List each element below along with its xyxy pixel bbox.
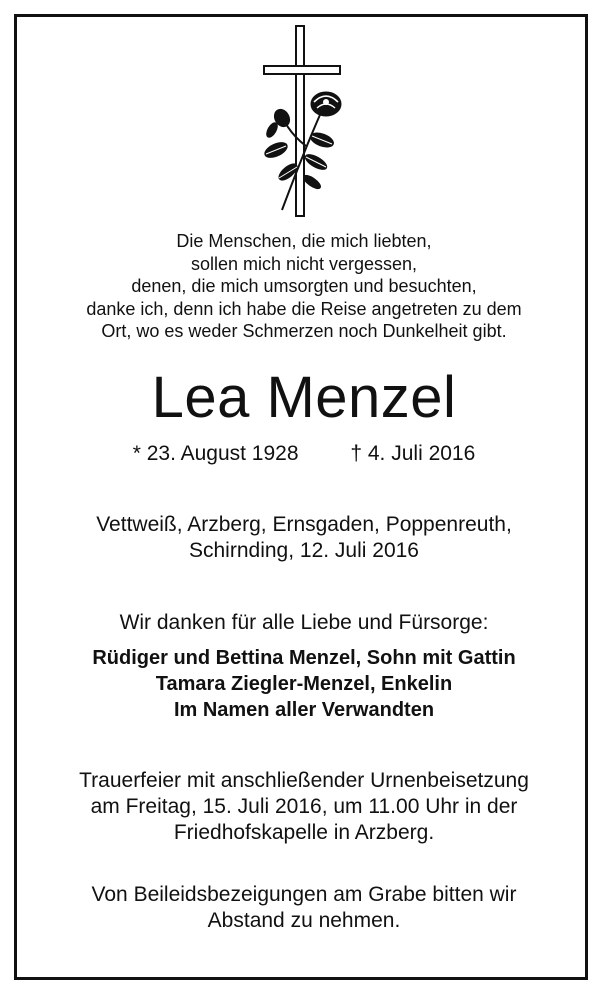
memorial-poem bbox=[20, 230, 588, 343]
service-line: Trauerfeier mit anschließender Urnenbeisetzung bbox=[79, 769, 529, 792]
life-dates bbox=[20, 441, 588, 467]
service-line: Friedhofskapelle in Arzberg. bbox=[173, 821, 435, 844]
mourner-line: Rüdiger und Bettina Menzel, Sohn mit Gattin bbox=[92, 647, 516, 669]
request-line: Abstand zu nehmen. bbox=[207, 909, 401, 932]
poem-line: danke ich, denn ich habe die Reise angetreten zu dem bbox=[86, 298, 522, 319]
poem-line: denen, die mich umsorgten und besuchten, bbox=[131, 276, 477, 296]
poem-line: Ort, wo es weder Schmerzen noch Dunkelheit gibt. bbox=[101, 321, 507, 341]
thanks-line: Wir danken für alle Liebe und Fürsorge: bbox=[119, 611, 489, 634]
condolence-request bbox=[20, 882, 588, 934]
death-date: † 4. Juli 2016 bbox=[350, 442, 476, 465]
request-line: Von Beileidsbezeigungen am Grabe bitten wir bbox=[91, 883, 517, 906]
place-line: Schirnding, 12. Juli 2016 bbox=[189, 539, 419, 562]
birth-date: * 23. August 1928 bbox=[132, 442, 299, 465]
mourners-list bbox=[20, 645, 588, 723]
mourner-line: Im Namen aller Verwandten bbox=[173, 699, 435, 721]
poem-line: sollen mich nicht vergessen, bbox=[190, 253, 418, 274]
place-line: Vettweiß, Arzberg, Ernsgaden, Poppenreuth, bbox=[96, 513, 512, 536]
cross-with-rose-icon bbox=[254, 22, 350, 222]
funeral-service-info bbox=[20, 768, 588, 846]
mourner-line: Tamara Ziegler-Menzel, Enkelin bbox=[155, 673, 453, 695]
deceased-name: Lea Menzel bbox=[151, 365, 457, 430]
poem-line: Die Menschen, die mich liebten, bbox=[176, 231, 432, 251]
place-and-date bbox=[20, 512, 588, 564]
service-line: am Freitag, 15. Juli 2016, um 11.00 Uhr in der bbox=[90, 795, 518, 818]
